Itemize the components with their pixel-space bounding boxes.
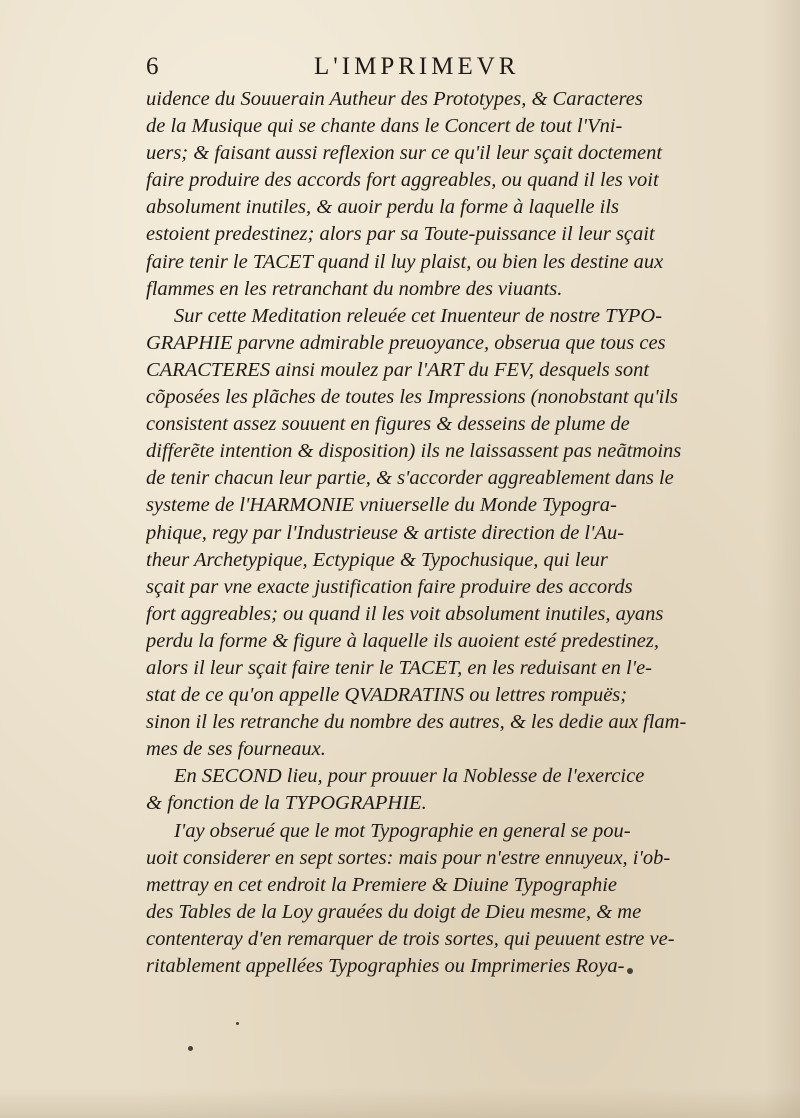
text-line: cõposées les plãches de toutes les Impressions (nonobstant qu'ils	[146, 386, 679, 409]
page-number: 6	[146, 53, 159, 80]
text-line: differẽte intention & disposition) ils ne laissassent pas neãtmoins	[146, 440, 682, 463]
text-line: estoient predestinez; alors par sa Toute-puissance il leur sçait	[146, 223, 655, 246]
ink-speck	[627, 968, 633, 974]
text-line: & fonction de la TYPOGRAPHIE.	[146, 792, 427, 815]
text-line: ritablement appellées Typographies ou Imprimeries Roya-	[146, 955, 625, 977]
text-line: systeme de l'HARMONIE vniuerselle du Monde Typogra-	[146, 494, 617, 517]
page-edge-shadow	[764, 0, 800, 1118]
text-line: des Tables de la Loy grauées du doigt de Dieu mesme, & me	[146, 900, 642, 923]
text-line: consistent assez souuent en figures & desseins de plume de	[146, 413, 630, 436]
ink-speck	[236, 1022, 239, 1025]
text-line: absolument inutiles, & auoir perdu la forme à laquelle ils	[146, 196, 619, 219]
text-line: perdu la forme & figure à laquelle ils auoient esté predestinez,	[146, 629, 659, 652]
text-line: uidence du Souuerain Autheur des Prototypes, & Caracteres	[146, 88, 643, 110]
running-head: L'IMPRIMEVR	[314, 53, 520, 80]
text-line: de la Musique qui se chante dans le Concert de tout l'Vni-	[146, 115, 623, 138]
page-bottom-shadow	[0, 1088, 800, 1118]
text-line: Sur cette Meditation releuée cet Inuenteur de nostre TYPO-	[174, 304, 663, 327]
text-line: fort aggreables; ou quand il les voit absolument inutiles, ayans	[146, 602, 664, 625]
text-line: mettray en cet endroit la Premiere & Diuine Typographie	[146, 873, 618, 896]
text-line: uers; & faisant aussi reflexion sur ce qu'il leur sçait doctement	[146, 142, 663, 165]
text-line: flammes en les retranchant du nombre des viuants.	[146, 277, 563, 300]
text-line: CARACTERES ainsi moulez par l'ART du FEV, desquels sont	[146, 358, 650, 381]
ink-speck	[188, 1046, 193, 1051]
text-line: contenteray d'en remarquer de trois sortes, qui peuuent estre ve-	[146, 927, 675, 950]
text-line: uoit considerer en sept sortes: mais pour n'estre ennuyeux, i'ob-	[146, 846, 671, 869]
text-line: GRAPHIE parvne admirable preuoyance, obserua que tous ces	[146, 331, 666, 354]
text-line: phique, regy par l'Industrieuse & artiste direction de l'Au-	[146, 521, 625, 544]
text-line: de tenir chacun leur partie, & s'accorder aggreablement dans le	[146, 467, 674, 490]
text-line: faire tenir le TACET quand il luy plaist, ou bien les destine aux	[146, 250, 664, 273]
text-line: sçait par vne exacte justification faire produire des accords	[146, 575, 633, 598]
text-line: faire produire des accords fort aggreables, ou quand il les voit	[146, 169, 659, 192]
page-header	[146, 52, 706, 86]
body-text	[146, 86, 712, 980]
text-line: alors il leur sçait faire tenir le TACET, en les reduisant en l'e-	[146, 656, 653, 679]
text-line: I'ay obserué que le mot Typographie en general se pou-	[174, 819, 631, 842]
text-line: En SECOND lieu, pour prouuer la Noblesse de l'exercice	[174, 765, 645, 788]
text-line: mes de ses fourneaux.	[146, 738, 326, 761]
text-line: theur Archetypique, Ectypique & Typochusique, qui leur	[146, 548, 608, 571]
text-line: stat de ce qu'on appelle QVADRATINS ou lettres rompuës;	[146, 684, 628, 707]
text-line: sinon il les retranche du nombre des autres, & les dedie aux flam-	[146, 711, 687, 734]
